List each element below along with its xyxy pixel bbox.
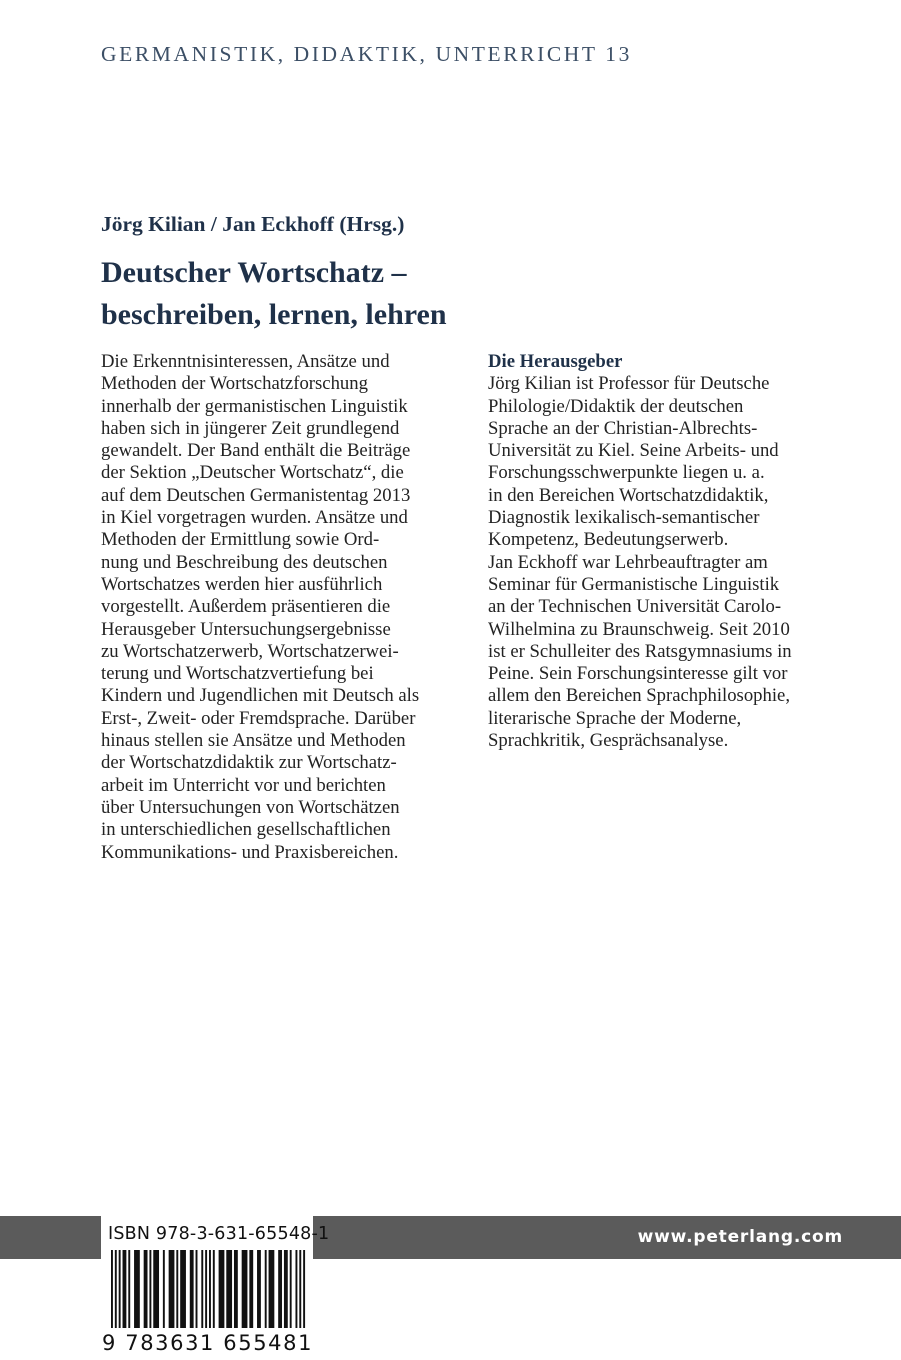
barcode-graphic [101, 1250, 313, 1332]
bio-line: Diagnostik lexikalisch-semantischer [488, 507, 760, 529]
description-line: zu Wortschatzerwerb, Wortschatzerwei- [101, 640, 399, 662]
bio-line: an der Technischen Universität Carolo- [488, 596, 782, 618]
barcode-bar [180, 1250, 186, 1328]
description-line: Erst-, Zweit- oder Fremdsprache. Darüber [101, 707, 416, 729]
barcode-bar [226, 1250, 232, 1328]
isbn-label: ISBN 978-3-631-65548-1 [108, 1224, 330, 1244]
description-line: Herausgeber Untersuchungsergebnisse [101, 618, 391, 640]
bio-line: Seminar für Germanistische Linguistik [488, 573, 780, 595]
description-line: Die Erkenntnisinteressen, Ansätze und [101, 351, 390, 372]
editors-bio-heading: Die Herausgeber [488, 351, 623, 372]
description-line: der Sektion „Deutscher Wortschatz“, die [101, 462, 404, 484]
bio-line: Forschungsschwerpunkte liegen u. a. [488, 462, 765, 484]
barcode-bar [249, 1250, 253, 1328]
editors-bio [488, 351, 848, 752]
description-line: haben sich in jüngerer Zeit grundlegend [101, 417, 400, 439]
description-line: Methoden der Ermittlung sowie Ord- [101, 529, 380, 551]
bio-line: Sprache an der Christian-Albrechts- [488, 417, 758, 439]
barcode-bar [163, 1250, 165, 1328]
barcode-bar [169, 1250, 175, 1328]
barcode-bar [269, 1250, 275, 1328]
barcode-bar [299, 1250, 301, 1328]
book-title [101, 252, 821, 336]
barcode-bar [242, 1250, 248, 1328]
barcode-bar [149, 1250, 151, 1328]
series-title: GERMANISTIK, DIDAKTIK, UNTERRICHT 13 [101, 42, 632, 66]
barcode-bar [196, 1250, 198, 1328]
bio-line: Peine. Sein Forschungsinteresse gilt vor [488, 663, 788, 685]
bio-line: Wilhelmina zu Braunschweig. Seit 2010 [488, 618, 790, 640]
barcode-bar [111, 1250, 113, 1328]
barcode-bar [278, 1250, 282, 1328]
barcode-bar [303, 1250, 305, 1328]
description-line: über Untersuchungen von Wortschätzen [101, 796, 400, 818]
barcode-bar [295, 1250, 297, 1328]
barcode-bar [209, 1250, 211, 1328]
barcode-bar [176, 1250, 178, 1328]
bio-line: allem den Bereichen Sprachphilosophie, [488, 685, 791, 707]
book-title-line: Deutscher Wortschatz – [101, 256, 407, 289]
barcode-bar [128, 1250, 130, 1328]
description-line: Wortschatzes werden hier ausführlich [101, 573, 383, 595]
bio-line: literarische Sprache der Moderne, [488, 707, 742, 729]
description-line: Kommunikations- und Praxisbereichen. [101, 841, 399, 863]
barcode-bar [134, 1250, 140, 1328]
description-line: hinaus stellen sie Ansätze und Methoden [101, 730, 406, 752]
publisher-website[interactable]: www.peterlang.com [637, 1227, 843, 1247]
description-line: arbeit im Unterricht vor und berichten [101, 774, 386, 796]
barcode-bar [190, 1250, 194, 1328]
barcode-bar [153, 1250, 159, 1328]
description-line: Methoden der Wortschatzforschung [101, 373, 368, 395]
barcode-bar [284, 1250, 288, 1328]
bio-line: Philologie/Didaktik der deutschen [488, 395, 744, 417]
barcode-digits: 9 783631 655481 [102, 1331, 314, 1355]
description-line: vorgestellt. Außerdem präsentieren die [101, 596, 391, 618]
description-line: Kindern und Jugendlichen mit Deutsch als [101, 685, 420, 707]
editors-line: Jörg Kilian / Jan Eckhoff (Hrsg.) [101, 212, 405, 236]
description-line: gewandelt. Der Band enthält die Beiträge [101, 440, 411, 462]
barcode-bar [123, 1250, 127, 1328]
barcode-bar [290, 1250, 292, 1328]
bio-line: Universität zu Kiel. Seine Arbeits- und [488, 440, 779, 462]
description-line: auf dem Deutschen Germanistentag 2013 [101, 484, 411, 506]
bio-line: Jörg Kilian ist Professor für Deutsche [488, 373, 770, 395]
barcode-bar [205, 1250, 207, 1328]
description-line: in Kiel vorgetragen wurden. Ansätze und [101, 507, 408, 529]
barcode-bar [265, 1250, 267, 1328]
barcode-bar [213, 1250, 215, 1328]
bio-line: Jan Eckhoff war Lehrbeauftragter am [488, 551, 768, 573]
description-line: der Wortschatzdidaktik zur Wortschatz- [101, 752, 397, 774]
bio-line: Sprachkritik, Gesprächsanalyse. [488, 730, 729, 752]
description-line: in unterschiedlichen gesellschaftlichen [101, 819, 391, 841]
book-description [101, 351, 466, 864]
bio-line: in den Bereichen Wortschatzdidaktik, [488, 484, 769, 506]
description-line: nung und Beschreibung des deutschen [101, 551, 388, 573]
barcode-bar [234, 1250, 238, 1328]
barcode-bar [257, 1250, 261, 1328]
barcode-bar [219, 1250, 225, 1328]
description-line: innerhalb der germanistischen Linguistik [101, 395, 408, 417]
barcode-bar [119, 1250, 121, 1328]
barcode-bar [144, 1250, 148, 1328]
description-line: terung und Wortschatzvertiefung bei [101, 663, 374, 685]
barcode-bar [115, 1250, 117, 1328]
bio-line: ist er Schulleiter des Ratsgymnasiums in [488, 640, 792, 662]
bio-line: Kompetenz, Bedeutungserwerb. [488, 529, 729, 551]
barcode-bar [201, 1250, 203, 1328]
book-title-line: beschreiben, lernen, lehren [101, 298, 447, 331]
